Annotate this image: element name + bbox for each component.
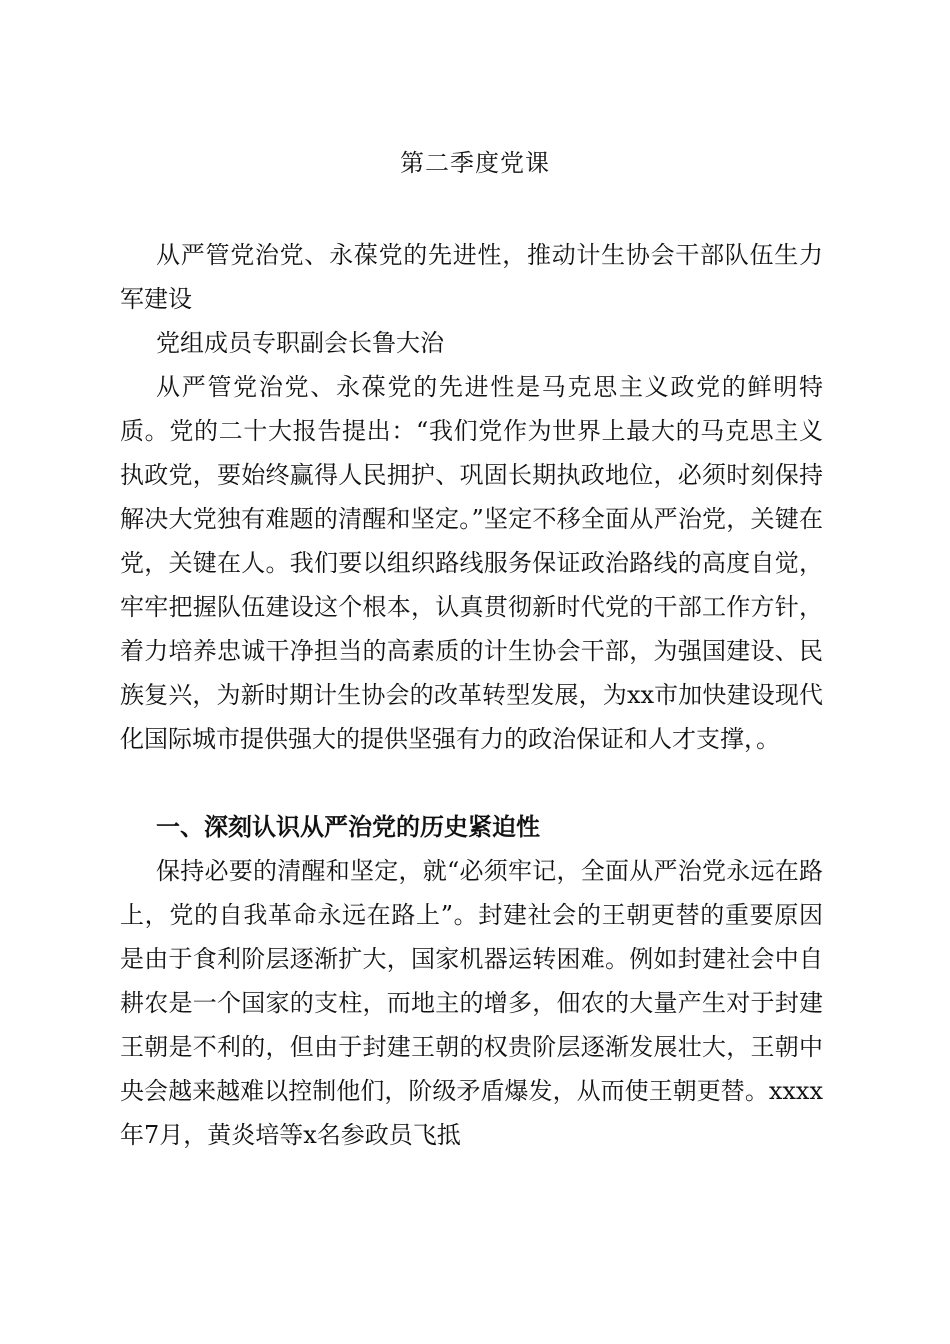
section-paragraph	[120, 849, 823, 1157]
intro-text: 从严管党治党、永葆党的先进性是马克思主义政党的鲜明特质。党的二十大报告提出：“我们党作为世界上最大的马克思主义执政党，要始终赢得人民拥护、巩固长期执政地位，必须时刻保持解决大党独有难题的清醒和坚定。”坚定不移全面从严治党，关键在党，关键在人。我们要以组织路线服务保证政治路线的高度自觉，牢牢把握队伍建设这个根本，认真贯彻新时代党的干部工作方针，着力培养忠诚干净担当的高素质的计生协会干部，为强国建设、民族复兴，为新时期计生协会的改革转型发展，为xx市加快建设现代化国际城市提供强大的提供坚强有力的政治保证和人才支撑，。	[120, 373, 823, 753]
section-heading	[120, 805, 823, 849]
document-title: 第二季度党课	[400, 149, 550, 177]
intro-paragraph	[120, 365, 823, 761]
section-paragraph-text: 保持必要的清醒和坚定，就“必须牢记，全面从严治党永远在路上，党的自我革命永远在路上”。封建社会的王朝更替的重要原因是由于食利阶层逐渐扩大，国家机器运转困难。例如封建社会中自耕农是一个国家的支柱，而地主的增多，佃农的大量产生对于封建王朝是不利的，但由于封建王朝的权贵阶层逐渐发展壮大，王朝中央会越来越难以控制他们，阶级矛盾爆发，从而使王朝更替。xxxx年7月，黄炎培等x名参政员飞抵	[120, 857, 823, 1149]
document-subtitle	[120, 233, 823, 321]
subtitle-text: 从严管党治党、永葆党的先进性，推动计生协会干部队伍生力军建设	[120, 241, 823, 313]
author-line	[120, 321, 823, 365]
section-heading-text: 一、深刻认识从严治党的历史紧迫性	[156, 812, 540, 841]
author-text: 党组成员专职副会长鲁大治	[156, 329, 444, 357]
